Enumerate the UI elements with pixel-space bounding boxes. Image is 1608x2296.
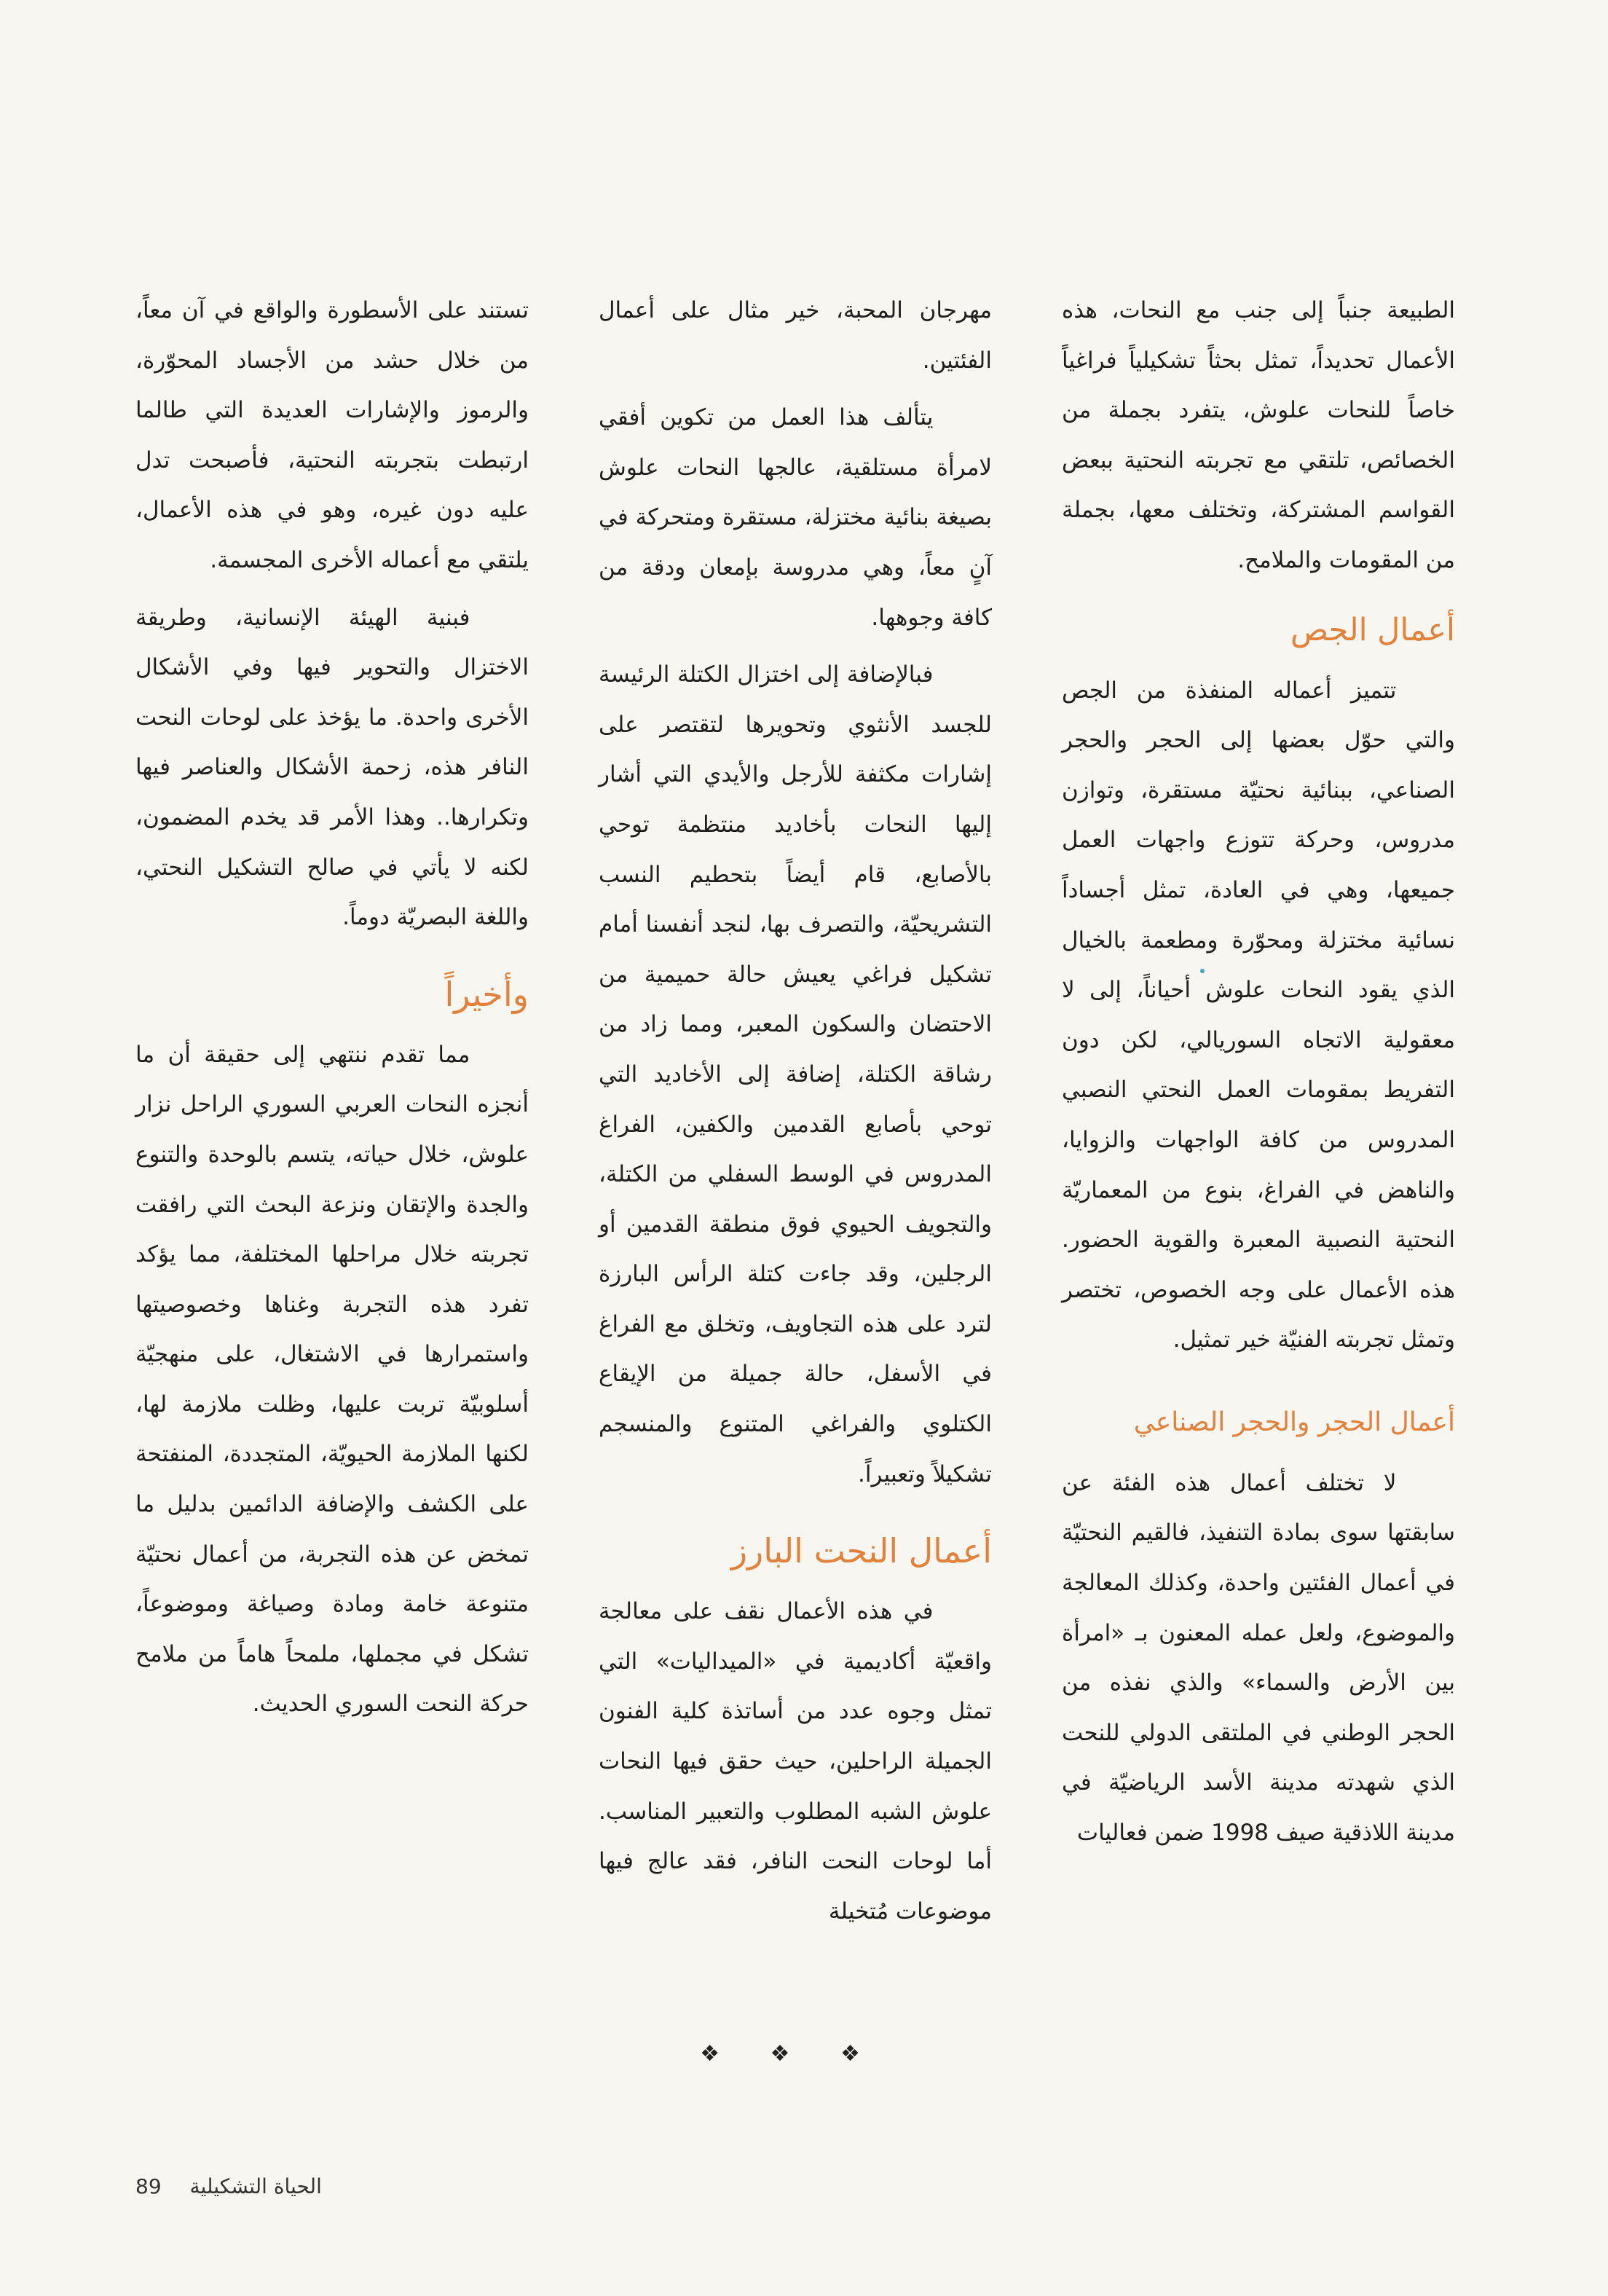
section-heading-stone-works: أعمال الحجر والحجر الصناعي bbox=[1133, 1407, 1455, 1437]
page-footer bbox=[135, 2174, 322, 2198]
paragraph: في هذه الأعمال نقف على معالجة واقعيّة أكاديمية في «الميداليات» التي تمثل وجوه عدد من أساتذة كلية الفنون الجميلة الراحلين، حيث حقق فيها النحات علوش الشبه المطلوب والتعبير المناسب. أما لوحات النحت النافر، فقد عالج فيها موضوعات مُتخيلة bbox=[599, 1598, 992, 1925]
paragraph: تستند على الأسطورة والواقع في آن معاً، من خلال حشد من الأجساد المحوّرة، والرموز والإشارات العديدة التي طالما ارتبطت بتجربته النحتية، فأصبحت تدل عليه دون غيره، وهو في هذه الأعمال، يلتقي مع أعماله الأخرى المجسمة. bbox=[135, 297, 529, 573]
column-middle bbox=[599, 286, 992, 1943]
magazine-title: الحياة التشكيلية bbox=[189, 2174, 322, 2198]
section-heading-relief-works: أعمال النحت البارز bbox=[730, 1531, 992, 1571]
column-right bbox=[1062, 286, 1455, 1866]
paragraph: الطبيعة جنباً إلى جنب مع النحات، هذه الأعمال تحديداً، تمثل بحثاً تشكيلياً فراغياً خاصاً للنحات علوش، يتفرد بجملة من الخصائص، تلتقي مع تجربته النحتية ببعض القواسم المشتركة، وتختلف معها، بجملة من المقومات والملامح. bbox=[1062, 297, 1455, 573]
paragraph: لا تختلف أعمال هذه الفئة عن سابقتها سوى بمادة التنفيذ، فالقيم النحتيّة في أعمال الفئتين واحدة، وكذلك المعالجة والموضوع، ولعل عمله المعنون بـ «امرأة بين الأرض والسماء» والذي نفذه من الحجر الوطني في الملتقى الدولي للنحت الذي شهدته مدينة الأسد الرياضيّة في مدينة اللاذقية صيف 1998 ضمن فعاليات bbox=[1062, 1469, 1455, 1847]
section-heading-plaster-works: أعمال الجص bbox=[1290, 611, 1455, 648]
section-separator: ❖ ❖ ❖ bbox=[700, 2041, 882, 2067]
decorative-dot bbox=[1200, 969, 1205, 973]
paragraph: تتميز أعماله المنفذة من الجص والتي حوّل بعضها إلى الحجر والحجر الصناعي، ببنائية نحتيّة مستقرة، وتوازن مدروس، وحركة تتوزع واجهات العمل جميعها، وهي في العادة، تمثل أجساداً نسائية مختزلة ومحوّرة ومطعمة بالخيال الذي يقود النحات علوش أحياناً، إلى لا معقولية الاتجاه السوريالي، لكن دون التفريط بمقومات العمل النحتي النصبي المدروس من كافة الواجهات والزوايا، والناهض في الفراغ، بنوع من المعماريّة النحتية النصبية المعبرة والقوية الحضور. هذه الأعمال على وجه الخصوص، تختصر وتمثل تجربته الفنيّة خير تمثيل. bbox=[1062, 677, 1455, 1353]
column-left bbox=[135, 286, 529, 1737]
section-heading-finally: وأخيراً bbox=[444, 974, 529, 1014]
page-number: 89 bbox=[135, 2174, 162, 2198]
paragraph: مهرجان المحبة، خير مثال على أعمال الفئتين. bbox=[599, 297, 992, 374]
paragraph: فبنية الهيئة الإنسانية، وطريقة الاختزال والتحوير فيها وفي الأشكال الأخرى واحدة. ما يؤخذ على لوحات النحت النافر هذه، زحمة الأشكال والعناصر فيها وتكرارها.. وهذا الأمر قد يخدم المضمون، لكنه لا يأتي في صالح التشكيل النحتي، واللغة البصريّة دوماً. bbox=[135, 604, 529, 931]
paragraph: مما تقدم ننتهي إلى حقيقة أن ما أنجزه النحات العربي السوري الراحل نزار علوش، خلال حياته، يتسم بالوحدة والتنوع والجدة والإتقان ونزعة البحث التي رافقت تجربته خلال مراحلها المختلفة، مما يؤكد تفرد هذه التجربة وغناها وخصوصيتها واستمرارها في الاشتغال، على منهجيّة أسلوبيّة تربت عليها، وظلت ملازمة لها، لكنها الملازمة الحيويّة، المتجددة، المنفتحة على الكشف والإضافة الدائمين بدليل ما تمخض عن هذه التجربة، من أعمال نحتيّة متنوعة خامة ومادة وصياغة وموضوعاً، تشكل في مجملها، ملمحاً هاماً من ملامح حركة النحت السوري الحديث. bbox=[135, 1041, 529, 1718]
paragraph: فبالإضافة إلى اختزال الكتلة الرئيسة للجسد الأنثوي وتحويرها لتقتصر على إشارات مكثفة للأرجل والأيدي التي أشار إليها النحات بأخاديد منتظمة توحي بالأصابع، قام أيضاً بتحطيم النسب التشريحيّة، والتصرف بها، لنجد أنفسنا أمام تشكيل فراغي يعيش حالة حميمية من الاحتضان والسكون المعبر، ومما زاد من رشاقة الكتلة، إضافة إلى الأخاديد التي توحي بأصابع القدمين والكفين، الفراغ المدروس في الوسط السفلي من الكتلة، والتجويف الحيوي فوق منطقة القدمين أو الرجلين، وقد جاءت كتلة الرأس البارزة لترد على هذه التجاويف، وتخلق مع الفراغ في الأسفل، حالة جميلة من الإيقاع الكتلوي والفراغي المتنوع والمنسجم تشكيلاً وتعبيراً. bbox=[599, 661, 992, 1487]
paragraph: يتألف هذا العمل من تكوين أفقي لامرأة مستلقية، عالجها النحات علوش بصيغة بنائية مختزلة، مستقرة ومتحركة في آنٍ معاً، وهي مدروسة بإمعان ودقة من كافة وجوهها. bbox=[599, 404, 992, 631]
